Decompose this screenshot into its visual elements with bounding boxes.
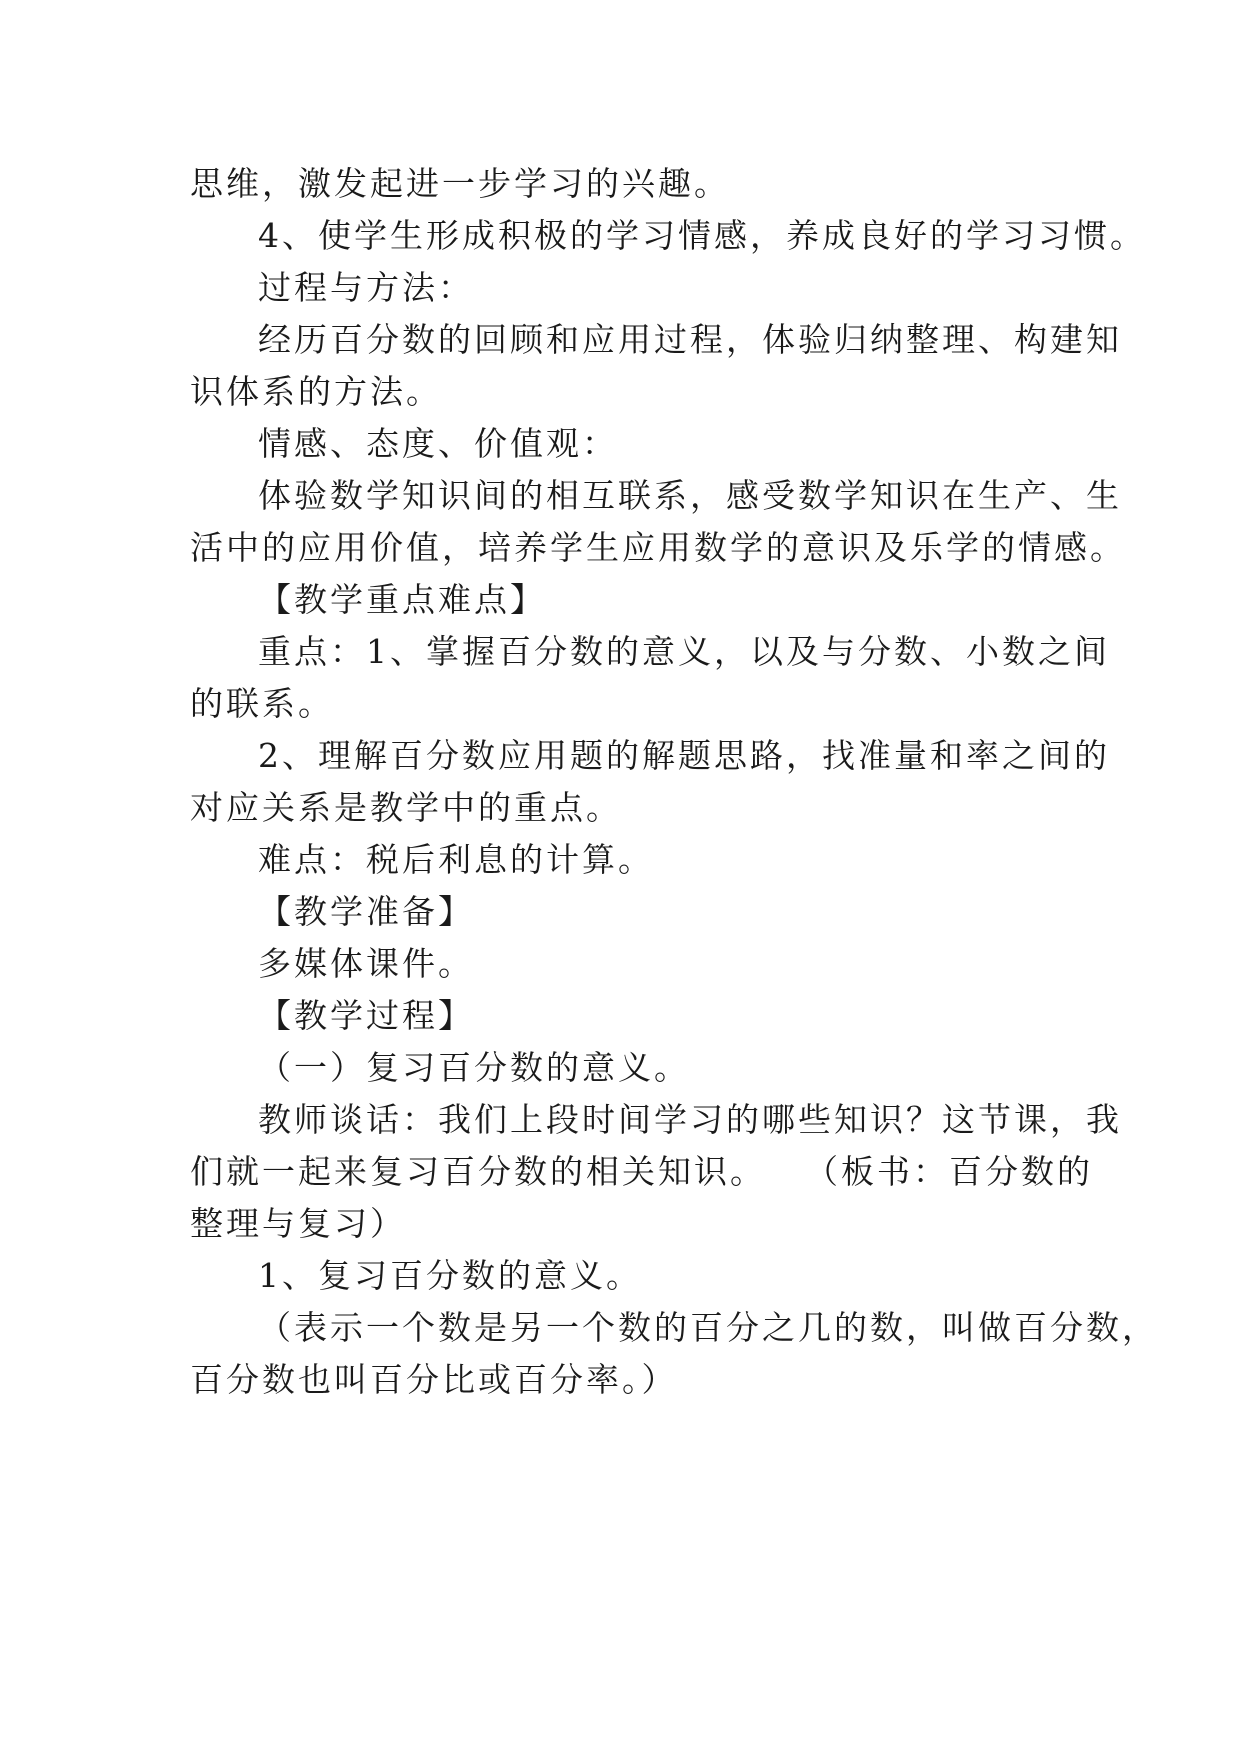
text-line: 过程与方法：: [258, 268, 474, 307]
text-line: 体验数学知识间的相互联系，感受数学知识在生产、生: [258, 476, 1122, 515]
section-heading: 【教学准备】: [258, 892, 474, 931]
text-line: 教师谈话：我们上段时间学习的哪些知识？这节课，我: [258, 1100, 1122, 1139]
text-line: 情感、态度、价值观：: [258, 424, 618, 463]
text-line: 难点：税后利息的计算。: [258, 840, 654, 879]
text-line: 多媒体课件。: [258, 944, 474, 983]
text-line: 思维，激发起进一步学习的兴趣。: [190, 164, 730, 203]
text-line: 识体系的方法。: [190, 372, 442, 411]
text-line: （表示一个数是另一个数的百分之几的数，叫做百分数，: [258, 1308, 1158, 1347]
text-line: 经历百分数的回顾和应用过程，体验归纳整理、构建知: [258, 320, 1122, 359]
text-line: 整理与复习）: [190, 1204, 406, 1243]
text-line: 对应关系是教学中的重点。: [190, 788, 622, 827]
text-line: 1、复习百分数的意义。: [258, 1256, 642, 1295]
text-line: 重点：1、掌握百分数的意义，以及与分数、小数之间: [258, 632, 1110, 671]
text-line: 4、使学生形成积极的学习情感，养成良好的学习习惯。: [258, 216, 1146, 255]
text-line: 们就一起来复习百分数的相关知识。 （板书：百分数的: [190, 1152, 1093, 1191]
text-line: 的联系。: [190, 684, 334, 723]
section-heading: 【教学过程】: [258, 996, 474, 1035]
text-line: 2、理解百分数应用题的解题思路，找准量和率之间的: [258, 736, 1110, 775]
text-line: （一）复习百分数的意义。: [258, 1048, 690, 1087]
section-heading: 【教学重点难点】: [258, 580, 546, 619]
text-line: 百分数也叫百分比或百分率。）: [190, 1360, 678, 1399]
text-line: 活中的应用价值，培养学生应用数学的意识及乐学的情感。: [190, 528, 1126, 567]
